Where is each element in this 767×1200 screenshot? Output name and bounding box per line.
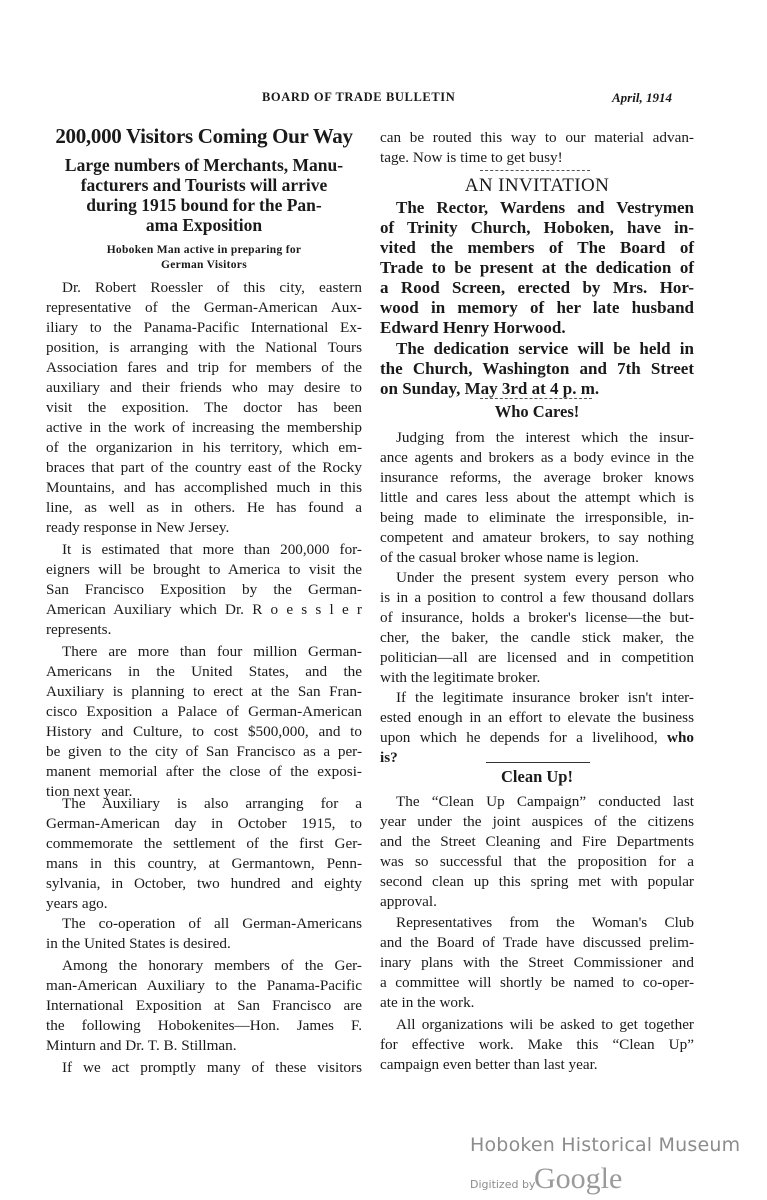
publication-title: BOARD OF TRADE BULLETIN — [262, 90, 456, 104]
clean-up-title: Clean Up! — [501, 767, 573, 786]
running-header — [0, 90, 767, 110]
who-cares-title: Who Cares! — [494, 402, 580, 421]
google-logo: Google — [534, 1162, 623, 1195]
issue-date: April, 1914 — [612, 90, 672, 105]
bulletin-page: BOARD OF TRADE BULLETIN April, 1914 200,000 Visitors Coming Our Way Large numbers of Merchants, Manu- facturers and Tourists will arrive during 1915 bound for the Pan- ama Exposition Hoboken Man active in preparing for German Visitors Dr. Robert Roessler of this city, eastern representative of the German-American Aux- iliary to the Panama-Pacific International Ex- position, is arranging with the National Tours Association fares and trip for members of the auxiliary and their friends who may desire to visit the exposition. The doctor has been active in the work of increasing the membership of the organizarion in his territory, which em- braces that part of the country east of the Rocky Mountains, and has accomplished much in this line, as well as in others. He has found a ready response in New Jersey. It is estimated that more than 200,000 for- eigners will be brought to America to visit the San Francisco Exposition by the German- American Auxiliary which Dr. R o e s s l e r represents. There are more than four million German- Americans in the United States, and the Auxiliary is planning to erect at the San Fran- cisco Exposition a Palace of German-American History and Culture, to cost $500,000, and to be given to the city of San Francisco as a per- manent memorial after the close of the exposi- tion next year. The Auxiliary is also arranging for a German-American day in October 1915, to commemorate the settlement of the first Ger- mans in this country, at Germantown, Penn- sylvania, in October, two hundred and eighty years ago. The co-operation of all German-Americans in the United States is desired. Among the honorary members of the Ger- man-American Auxiliary to the Panama-Pacific International Exposition at San Francisco are the following Hobokenites—Hon. James F. Minturn and Dr. T. B. Stillman. If we act promptly many of these visitors can be routed this way to our material advan- tage. Now is time to get busy! AN INVITATION The Rector, Wardens and Vestrymen of Trinity Church, Hoboken, have in- vited the members of The Board of Trade to be present at the dedication of a Rood Screen, erected by Mrs. Hor- wood in memory of her late husband Edward Henry Horwood. The dedication service will be held in the Church, Washington and 7th Street on Sunday, May 3rd at 4 p. m. Who Cares! Judging from the interest which the insur- ance agents and brokers as a body evince in the insurance reforms, the average broker knows little and cares less about the attempt which is being made to eliminate the irresponsible, in- competent and amateur brokers, to say nothing of the casual broker whose name is legion. Under the present system every person who is in a position to control a few thousand dollars of insurance, holds a broker's license—the but- cher, the baker, the candle stick maker, the politician—all are licensed and in competition with the legitimate broker. If the legitimate insurance broker isn't inter- ested enough in an effort to elevate the business upon which he depends for a livelihood, who is? Clean Up! The “Clean Up Campaign” conducted last year under the joint auspices of the citizens and the Street Cleaning and Fire Departments was so successful that the proposition for a second clean up this spring met with popular approval. Representatives from the Woman's Club and the Board of Trade have discussed prelim- inary plans with the Street Commissioner and a committee will shortly be named to co-oper- ate in the work. All organizations wili be asked to get together for effective work. Make this “Clean Up” campaign even better than last year. Hoboken Historical Museum Digitized by Google — [0, 0, 767, 1200]
museum-name: Hoboken Historical Museum — [470, 1134, 741, 1156]
section-divider — [486, 762, 590, 763]
digitized-by-label: Digitized by — [470, 1178, 536, 1191]
article-headline: 200,000 Visitors Coming Our Way — [55, 124, 353, 148]
section-divider — [480, 170, 590, 171]
invitation-title: AN INVITATION — [464, 175, 610, 196]
section-divider — [480, 398, 592, 399]
digitization-watermark — [470, 1134, 741, 1195]
